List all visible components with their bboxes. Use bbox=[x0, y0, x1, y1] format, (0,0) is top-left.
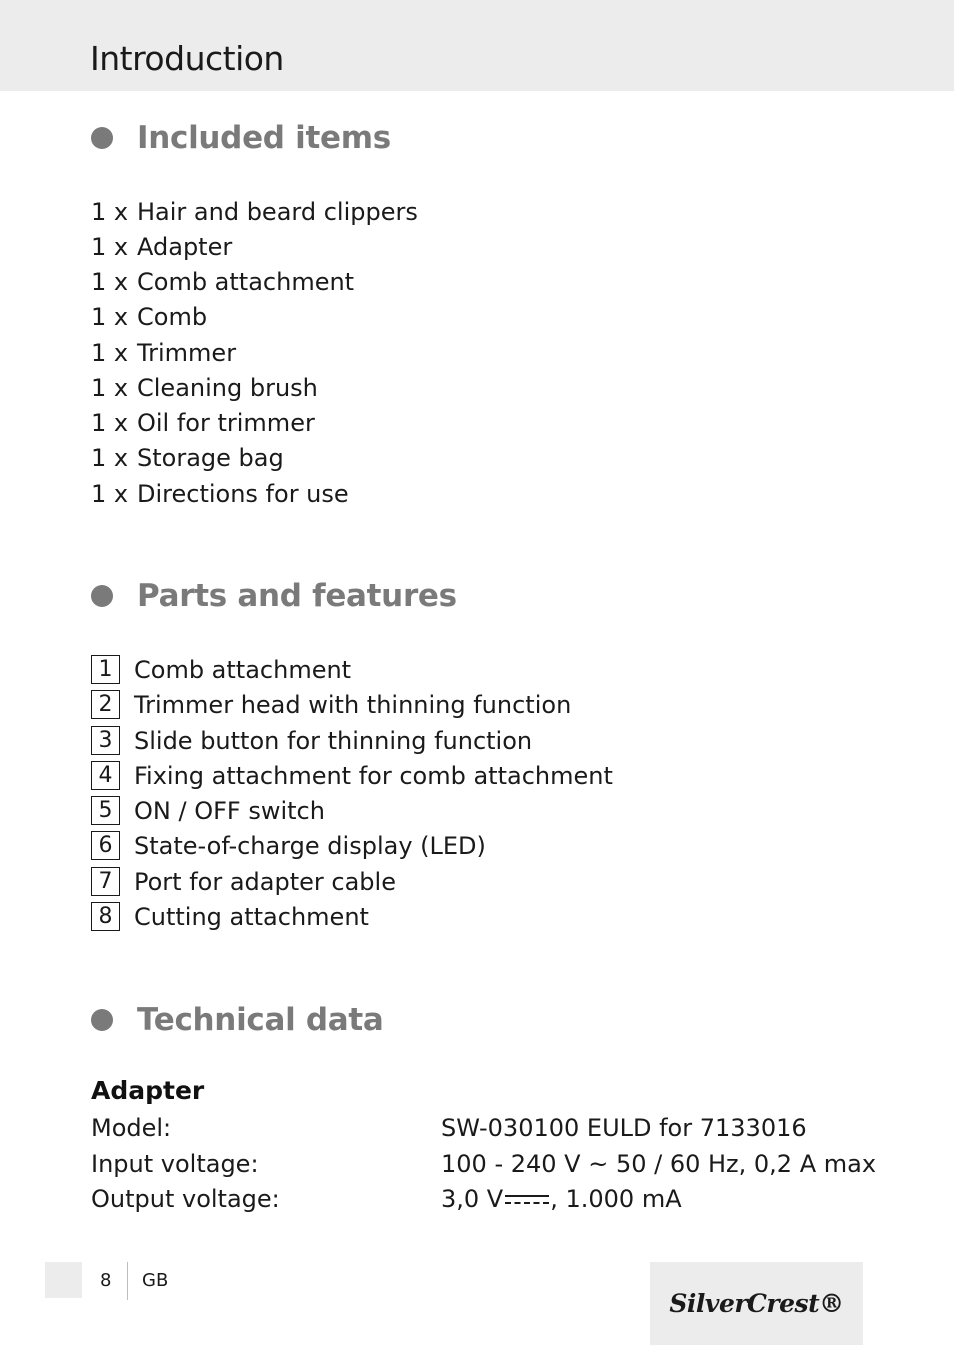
footer-tab bbox=[45, 1262, 82, 1298]
part-label: ON / OFF switch bbox=[134, 797, 325, 825]
spec-value: SW-030100 EULD for 7133016 bbox=[441, 1114, 807, 1142]
section-parts-and-features bbox=[91, 576, 457, 616]
item-qty: 1 x bbox=[91, 303, 129, 331]
item-label: Comb attachment bbox=[137, 268, 355, 296]
item-label: Oil for trimmer bbox=[137, 409, 315, 437]
direct-current-icon bbox=[505, 1193, 549, 1207]
output-current-value: , 1.000 mA bbox=[550, 1185, 682, 1213]
list-item bbox=[91, 336, 236, 370]
page-number: 8 bbox=[100, 1270, 112, 1291]
section-technical-data bbox=[91, 1000, 384, 1040]
item-qty: 1 x bbox=[91, 268, 129, 296]
item-qty: 1 x bbox=[91, 233, 129, 261]
part-label: Trimmer head with thinning function bbox=[134, 691, 572, 719]
item-label: Directions for use bbox=[137, 480, 349, 508]
brand-box bbox=[650, 1262, 863, 1345]
item-label: Storage bag bbox=[137, 444, 284, 472]
part-number-box: 3 bbox=[91, 726, 120, 755]
adapter-subheading: Adapter bbox=[91, 1076, 205, 1105]
list-item bbox=[91, 371, 318, 405]
item-label: Cleaning brush bbox=[137, 374, 318, 402]
part-label: Comb attachment bbox=[134, 656, 352, 684]
brand-logo: SilverCrest® bbox=[669, 1289, 844, 1318]
list-item bbox=[91, 477, 349, 511]
part-item bbox=[91, 724, 532, 758]
part-label: Cutting attachment bbox=[134, 903, 369, 931]
part-number-box: 2 bbox=[91, 690, 120, 719]
bullet-icon bbox=[91, 1009, 113, 1031]
spec-label: Output voltage: bbox=[91, 1185, 280, 1213]
part-number-box: 6 bbox=[91, 831, 120, 860]
spec-value: 100 - 240 V ~ 50 / 60 Hz, 0,2 A max bbox=[441, 1150, 877, 1178]
item-qty: 1 x bbox=[91, 480, 129, 508]
part-number-box: 5 bbox=[91, 796, 120, 825]
part-item bbox=[91, 653, 351, 687]
part-label: Slide button for thinning function bbox=[134, 727, 533, 755]
list-item bbox=[91, 230, 232, 264]
part-item bbox=[91, 759, 613, 793]
item-qty: 1 x bbox=[91, 198, 129, 226]
part-item bbox=[91, 829, 486, 863]
list-item bbox=[91, 265, 354, 299]
language-code: GB bbox=[142, 1270, 169, 1291]
page-title: Introduction bbox=[90, 39, 284, 78]
part-item bbox=[91, 865, 396, 899]
section-title: Parts and features bbox=[137, 578, 457, 614]
item-label: Hair and beard clippers bbox=[137, 198, 418, 226]
part-label: State-of-charge display (LED) bbox=[134, 832, 486, 860]
part-number-box: 1 bbox=[91, 655, 120, 684]
bullet-icon bbox=[91, 585, 113, 607]
list-item bbox=[91, 441, 284, 475]
item-qty: 1 x bbox=[91, 374, 129, 402]
section-title: Technical data bbox=[137, 1002, 384, 1038]
item-qty: 1 x bbox=[91, 409, 129, 437]
part-number-box: 8 bbox=[91, 902, 120, 931]
list-item bbox=[91, 300, 207, 334]
spec-row-input-voltage bbox=[91, 1147, 891, 1181]
footer-divider bbox=[127, 1262, 128, 1300]
part-label: Port for adapter cable bbox=[134, 868, 396, 896]
spec-row-model bbox=[91, 1111, 891, 1145]
spec-label: Model: bbox=[91, 1114, 172, 1142]
part-number-box: 4 bbox=[91, 761, 120, 790]
spec-value bbox=[441, 1182, 682, 1216]
item-label: Comb bbox=[137, 303, 208, 331]
section-included-items bbox=[91, 118, 391, 158]
item-qty: 1 x bbox=[91, 339, 129, 367]
output-voltage-value: 3,0 V bbox=[441, 1185, 504, 1213]
part-label: Fixing attachment for comb attachment bbox=[134, 762, 613, 790]
list-item bbox=[91, 195, 418, 229]
part-item bbox=[91, 900, 369, 934]
list-item bbox=[91, 406, 315, 440]
item-label: Adapter bbox=[137, 233, 233, 261]
bullet-icon bbox=[91, 127, 113, 149]
part-item bbox=[91, 688, 571, 722]
item-qty: 1 x bbox=[91, 444, 129, 472]
spec-row-output-voltage bbox=[91, 1182, 891, 1216]
section-title: Included items bbox=[137, 120, 391, 156]
item-label: Trimmer bbox=[137, 339, 237, 367]
part-number-box: 7 bbox=[91, 867, 120, 896]
spec-label: Input voltage: bbox=[91, 1150, 259, 1178]
part-item bbox=[91, 794, 325, 828]
